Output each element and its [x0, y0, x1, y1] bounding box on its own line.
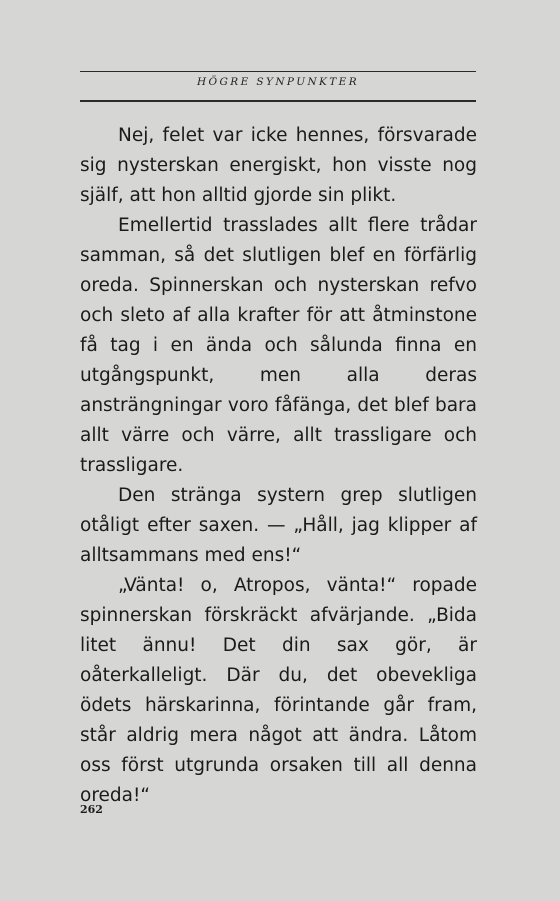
paragraph: Den stränga systern grep slutligen otåligt efter saxen. — „Håll, jag klipper af alltsammans med ens!“ [80, 485, 477, 566]
paragraph: Emellertid trasslades allt flere trådar samman, så det slutligen blef en förfärlig oreda. Spinnerskan och nysterskan refvo och sleto af alla krafter för att åtminstone få tag i en ända och sålunda finna en utgångspunkt, men alla deras ansträngningar voro fåfänga, det blef bara allt värre och värre, allt trassligare och trassligare. [80, 215, 477, 476]
running-head: HÖGRE SYNPUNKTER [196, 76, 360, 88]
paragraph: „Vänta! o, Atropos, vänta!“ ropade spinnerskan förskräckt afvärjande. „Bida litet ännu! Det din sax gör, är oåterkalleligt. Där du, det obevekliga ödets härskarinna, förintande går fram, står aldrig mera något att ändra. Låtom oss först utgrunda orsaken till all denna oreda!“ [80, 575, 477, 806]
header-rule-top [80, 71, 476, 72]
paragraph: Nej, felet var icke hennes, försvarade sig nysterskan energiskt, hon visste nog själf, att hon alltid gjorde sin plikt. [80, 125, 477, 206]
body-text [80, 121, 477, 811]
page-number: 262 [80, 803, 103, 816]
header-rule-bottom [80, 100, 476, 102]
